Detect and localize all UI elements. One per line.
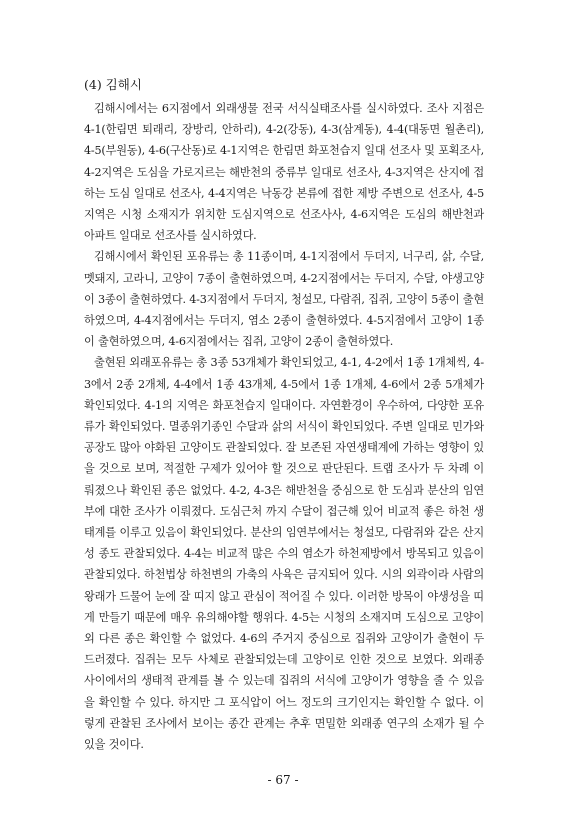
paragraph-exotic-mammals: 출현된 외래포유류는 총 3종 53개체가 확인되었고, 4-1, 4-2에서 1종 1개체씩, 4-3에서 2종 2개체, 4-4에서 1종 43개체, 4-5에서 1종 1개체, 4-6에서 2종 5개체가 확인되었다. 4-1의 지역은 화포천습지 일대이다. 자연환경이 우수하여, 다양한 포유류가 확인되었다. 멸종위기종인 수달과 삵의 서식이 확인되었다. 주변 일대로 민가와 공장도 많아 야화된 고양이도 관찰되었다. 잘 보존된 자연생태계에 가하는 영향이 있을 것으로 보며, 적절한 구제가 있어야 할 것으로 판단된다. 트랩 조사가 두 차례 이뤄졌으나 확인된 종은 없었다. 4-2, 4-3은 해반천을 중심으로 한 도심과 분산의 임연부에 대한 조사가 이뤄졌다. 도심근처 까지 수달이 접근해 있어 비교적 좋은 하천 생태계를 이루고 있음이 확인되었다. 분산의 임연부에서는 청설모, 다람쥐와 같은 산지성 종도 관찰되었다. 4-4는 비교적 많은 수의 염소가 하천제방에서 방목되고 있음이 관찰되었다. 하천법상 하천변의 가축의 사육은 금지되어 있다. 시의 외곽이라 사람의 왕래가 드물어 눈에 잘 띠지 않고 관심이 적어질 수 있다. 이러한 방목이 야생성을 띠게 만들기 때문에 매우 유의해야할 행위다. 4-5는 시청의 소재지며 도심으로 고양이 외 다른 종은 확인할 수 없었다. 4-6의 주거지 중심으로 집쥐와 고양이가 출현이 두드러졌다. 집쥐는 모두 사체로 관찰되었는데 고양이로 인한 것으로 보였다. 외래종 사이에서의 생태적 관계를 볼 수 있는데 집쥐의 서식에 고양이가 영향을 줄 수 있음을 확인할 수 있다. 하지만 그 포식압이 어느 정도의 크기인지는 확인할 수 없다. 이렇게 관찰된 조사에서 보이는 종간 관계는 추후 면밀한 외래종 연구의 소재가 될 수 있을 것이다.: [84, 356, 484, 752]
section-heading: (4) 김해시: [84, 77, 142, 92]
section-body: [84, 98, 484, 755]
paragraph-mammal-species: 김해시에서 확인된 포유류는 총 11종이며, 4-1지점에서 두더지, 너구리, 삵, 수달, 멧돼지, 고라니, 고양이 7종이 출현하였으며, 4-2지점에서는 두더지, 수달, 야생고양이 3종이 출현하였다. 4-3지점에서 두더지, 청설모, 다람쥐, 집쥐, 고양이 5종이 출현하였으며, 4-4지점에서는 두더지, 염소 2종이 출현하였다. 4-5지점에서 고양이 1종이 출현하였으며, 4-6지점에서는 집쥐, 고양이 2종이 출현하였다.: [84, 250, 484, 349]
page-number: - 67 -: [267, 773, 299, 787]
paragraph-survey-sites: 김해시에서는 6지점에서 외래생물 전국 서식실태조사를 실시하였다. 조사 지점은 4-1(한림면 퇴래리, 장방리, 안하리), 4-2(강동), 4-3(삼계동), 4-4(대동면 월촌리), 4-5(부원동), 4-6(구산동)로 4-1지역은 한림면 화포천습지 일대 선조사 및 포획조사, 4-2지역은 도심을 가로지르는 해반천의 중류부 일대로 선조사, 4-3지역은 산지에 접하는 도심 일대로 선조사, 4-4지역은 낙동강 본류에 접한 제방 주변으로 선조사, 4-5지역은 시청 소재지가 위치한 도심지역으로 선조사사, 4-6지역은 도심의 해반천과 아파트 일대로 선조사를 실시하였다.: [84, 102, 484, 243]
